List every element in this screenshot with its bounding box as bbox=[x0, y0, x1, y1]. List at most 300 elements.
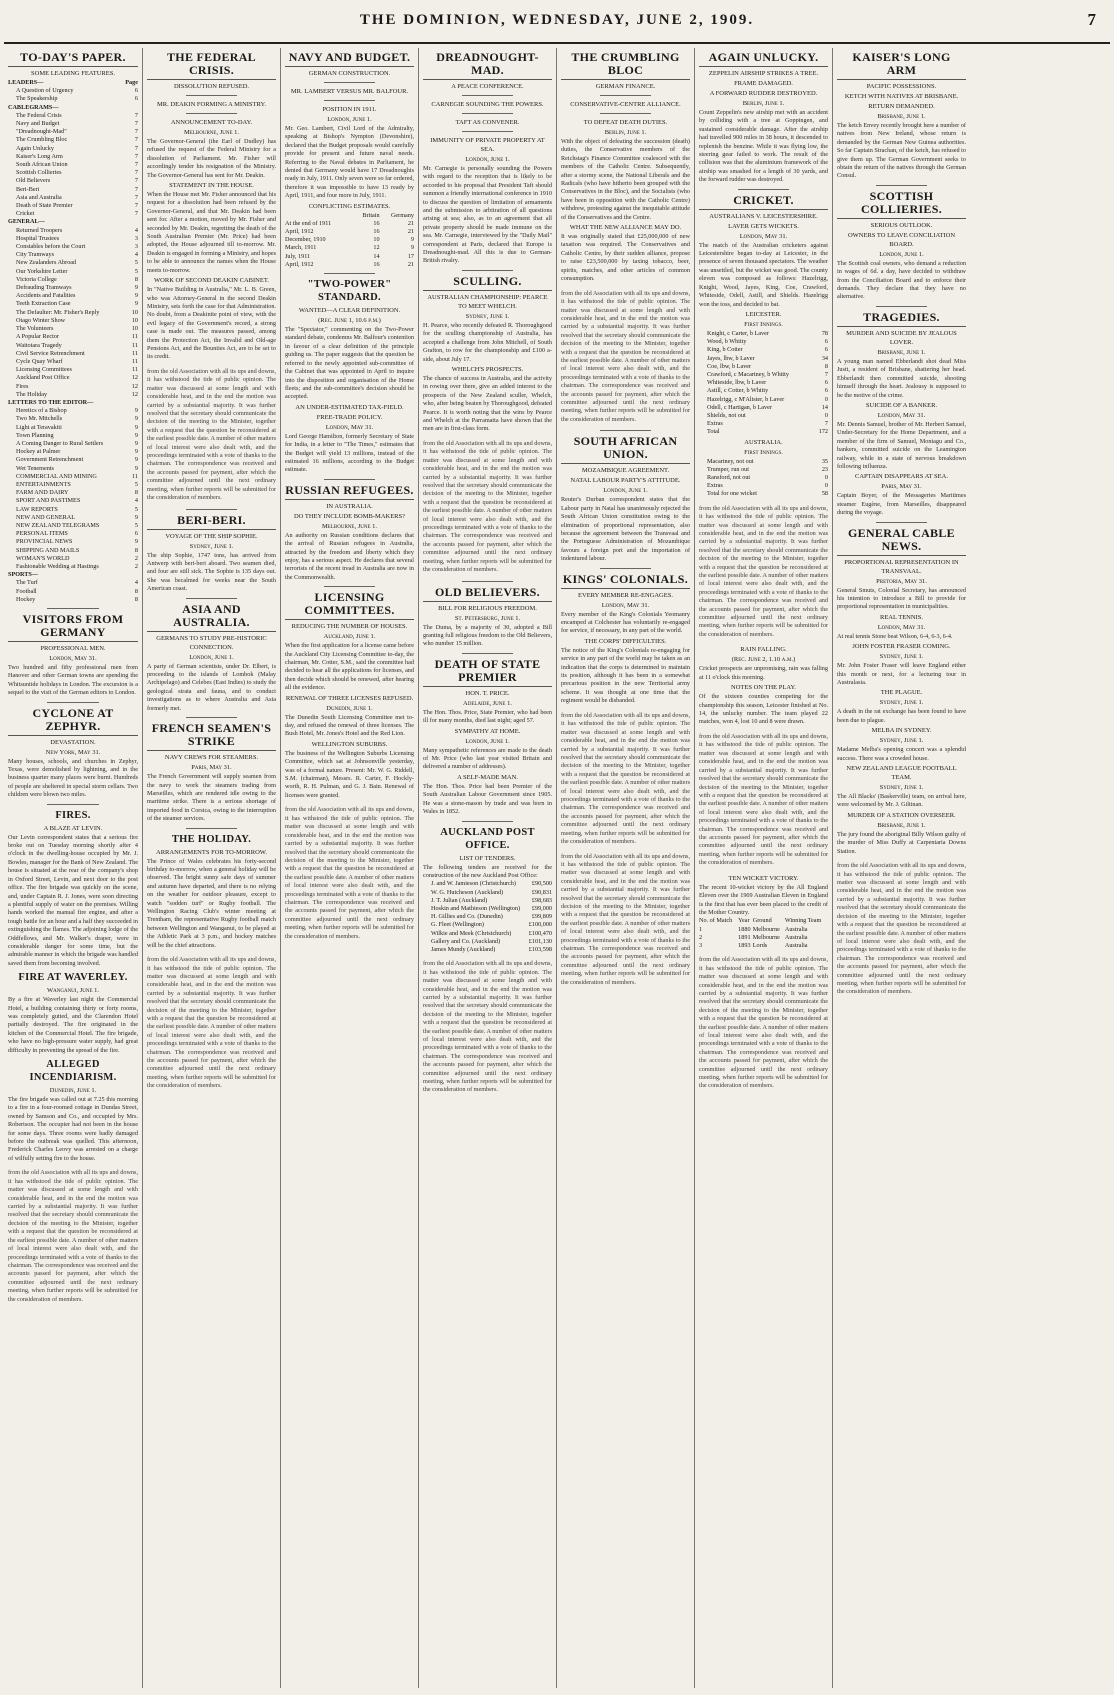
sculling-sub: AUSTRALIAN CHAMPIONSHIP: PEARCE TO MEET WHELCH. bbox=[427, 293, 548, 310]
estimates-heading: CONFLICTING ESTIMATES. bbox=[308, 202, 391, 210]
separator bbox=[462, 95, 514, 96]
todays-paper-sub: SOME LEADING FEATURES. bbox=[31, 70, 115, 77]
list-label: Astill, c Cotter, b Whitty bbox=[707, 387, 769, 395]
list-row bbox=[8, 538, 138, 546]
table-cell: No. of Match bbox=[699, 917, 733, 925]
list-value: 172 bbox=[818, 428, 828, 436]
separator bbox=[462, 653, 514, 654]
table-cell bbox=[285, 212, 354, 220]
table-cell: 14 bbox=[373, 252, 380, 260]
fraser-body: Mr. John Foster Fraser will leave England either this month or next, for a lecturing tour in Australasia. bbox=[837, 662, 966, 686]
list-value: 6 bbox=[824, 379, 828, 387]
federal-sub-1: DISSOLUTION REFUSED. bbox=[173, 83, 250, 90]
list-value: 12 bbox=[131, 382, 138, 390]
list-label: Cricket bbox=[16, 210, 35, 218]
leicester-heading: LEICESTER. bbox=[745, 310, 782, 318]
list-label: Old Believers bbox=[16, 177, 51, 185]
selfmade-heading: A SELF-MADE MAN. bbox=[457, 773, 518, 781]
list-value: 8 bbox=[134, 546, 138, 554]
list-row bbox=[699, 379, 828, 387]
list-row bbox=[8, 506, 138, 514]
league-dateline: Sydney, June 1. bbox=[879, 784, 924, 792]
list-value: 9 bbox=[134, 423, 138, 431]
list-row bbox=[699, 466, 828, 474]
list-value: 11 bbox=[132, 341, 138, 349]
contents-cablegrams bbox=[8, 104, 138, 219]
list-value: 9 bbox=[134, 439, 138, 447]
column-3 bbox=[280, 48, 418, 1688]
venues-table bbox=[699, 917, 828, 950]
separator bbox=[876, 306, 928, 307]
list-label: Football bbox=[16, 587, 37, 595]
visitors-dateline: London, May 31. bbox=[49, 655, 97, 662]
old-believers-heading: OLD BELIEVERS. bbox=[423, 586, 552, 602]
separator bbox=[47, 608, 99, 609]
plague-heading: THE PLAGUE. bbox=[880, 689, 923, 697]
column-1 bbox=[4, 48, 142, 1688]
list-value: 23 bbox=[821, 465, 828, 473]
list-value: 9 bbox=[134, 292, 138, 300]
collieries-body: The Scottish coal owners, who demand a reduction in wages of 6d. a day, have decided to withdraw from the Conciliation Board and to enforce their demands. They declare that they have no alternative. bbox=[837, 259, 966, 301]
table-cell: 1893 bbox=[738, 941, 751, 949]
list-row bbox=[8, 448, 138, 456]
list-label: Trumper, run out bbox=[707, 465, 749, 473]
table-row bbox=[285, 253, 414, 261]
list-value: 11 bbox=[132, 357, 138, 365]
table-row bbox=[285, 236, 414, 244]
list-value: £99,000 bbox=[531, 904, 552, 912]
fires-sub: A BLAZE AT LEVIN. bbox=[43, 824, 103, 832]
prospects-body: The chance of success in Australia, and the activity in rowing over there, give an added interest to the prospects of the New Zealand sculler, Whelch, who, after being beaten by Thoroughgood, defeated Pearce. It is worth noting that the wins by Pearce and Whelch at the Parramatta have shown that the men are in first-class form. bbox=[423, 374, 552, 433]
union-sub-1: MOZAMBIQUE AGREEMENT. bbox=[581, 467, 670, 475]
list-value: 11 bbox=[132, 349, 138, 357]
list-label: Otago Winter Show bbox=[16, 316, 66, 324]
table-cell: Ground bbox=[752, 917, 772, 925]
separator bbox=[186, 95, 238, 96]
list-row bbox=[699, 490, 828, 498]
navy-budget-heading: NAVY AND BUDGET. bbox=[285, 51, 414, 67]
believers-dateline: St. Petersburg, June 1. bbox=[454, 614, 521, 622]
list-label: South African Union bbox=[16, 161, 68, 169]
melba-dateline: Sydney, June 1. bbox=[879, 737, 924, 745]
tennis-body: At real tennis Stone beat Wilson, 6-4, 6-3, 6-4. bbox=[837, 632, 953, 640]
separator bbox=[738, 189, 790, 190]
list-row bbox=[8, 333, 138, 341]
table-cell: Britain bbox=[362, 211, 380, 219]
table-cell: Australia bbox=[784, 941, 808, 949]
list-row bbox=[699, 355, 828, 363]
list-value: 0 bbox=[824, 395, 828, 403]
contents-letters bbox=[8, 399, 138, 473]
list-row bbox=[8, 383, 138, 391]
leicester-sub: First Innings. bbox=[744, 320, 783, 328]
table-cell: 16 bbox=[373, 219, 380, 227]
list-label: Asia and Australia bbox=[16, 193, 62, 201]
list-value: 5 bbox=[134, 480, 138, 488]
list-row bbox=[8, 465, 138, 473]
taxfield-sub: FREE-TRADE POLICY. bbox=[316, 413, 383, 421]
table-cell: April, 1912 bbox=[285, 228, 314, 236]
murder-heading: MURDER OF A STATION OVERSEER. bbox=[847, 811, 956, 819]
licensing-sub: REDUCING THE NUMBER OF HOUSES. bbox=[291, 623, 408, 631]
beri-beri-heading: BERI-BERI. bbox=[147, 514, 276, 530]
list-label: Defrauding Tramways bbox=[16, 284, 72, 292]
list-row bbox=[8, 243, 138, 251]
cyclone-dateline: New York, May 31. bbox=[45, 748, 101, 756]
list-label: Scottish Collieries bbox=[16, 169, 62, 177]
column-5 bbox=[556, 48, 694, 1688]
table-row bbox=[699, 942, 828, 950]
list-row bbox=[8, 432, 138, 440]
two-power-body: The "Spectator," commenting on the Two-Power standard debate, condemns Mr. Balfour's contention in favour of a clear definition of the principle guiding us. The paper suggests that the question be referred to the newly appointed sub-committee of the Cabinet that was appointed in April to inquire into the disposition and organisation of the Home fleets; and the sub-committee's decision should be accepted. bbox=[285, 326, 414, 401]
list-row bbox=[699, 458, 828, 466]
australia-heading: AUSTRALIA. bbox=[744, 438, 783, 446]
list-row bbox=[8, 218, 138, 226]
alliance-heading: WHAT THE NEW ALLIANCE MAY DO. bbox=[569, 224, 682, 232]
renewal-heading: RENEWAL OF THREE LICENSES REFUSED. bbox=[285, 694, 414, 702]
list-row bbox=[8, 177, 138, 185]
table-cell: Germany bbox=[390, 211, 414, 219]
list-label: Auckland Post Office bbox=[16, 374, 70, 382]
table-cell: 1891 bbox=[738, 933, 751, 941]
list-row bbox=[699, 482, 828, 490]
table-row bbox=[285, 220, 414, 228]
waverley-heading: FIRE AT WAVERLEY. bbox=[18, 972, 128, 984]
list-row bbox=[8, 399, 138, 407]
list-row bbox=[8, 268, 138, 276]
dreadnought-body: Mr. Carnegie is personally sounding the Powers with regard to the reception that is likely to be accorded to his proposal that President Taft should summon a friendly international conference in 1910 to discuss the question of limitation of armaments and the submission to arbitration of all questions arising at sea; also, as to an agreement that all private property should be made immune on the sea. Mr. Carnegie, interviewed by the "Daily Mail" correspondent at Paris, declared that Europe is Dreadnought-mad. All this is due to German-British rivalry. bbox=[423, 165, 552, 265]
separator bbox=[600, 113, 652, 114]
article-text: from the old Association with all its ups and downs, it has withstood the tide of public opinion. The matter was discussed at some length and with considerable heat, and in the end the motion was carried by a substantial majority. It was further resolved that the secretary should communicate the decision of the meeting to the Minister, together with a request that the question be reconsidered at the earliest possible date. A number of other matters of local interest were also dealt with, and the proceedings terminated with a vote of thanks to the chairman. The correspondence was received and the accounts passed for payment, after which the committee adjourned until the next ordinary meeting, when further reports will be submitted for the consideration of members. bbox=[837, 862, 966, 996]
asia-sub: GERMANS TO STUDY PRE-HISTORIC CONNECTION. bbox=[156, 634, 267, 651]
list-row bbox=[8, 251, 138, 259]
unlucky-sub-1: ZEPPELIN AIRSHIP STRIKES A TREE. bbox=[708, 70, 819, 77]
list-row bbox=[8, 186, 138, 194]
federal-dateline: Melbourne, June 1. bbox=[184, 129, 239, 136]
cricket-sub-2: LAVER GETS WICKETS. bbox=[728, 222, 799, 230]
list-row bbox=[423, 897, 552, 905]
notes-heading: NOTES ON THE PLAY. bbox=[731, 684, 796, 692]
unlucky-sub-2: FRAME DAMAGED. bbox=[734, 80, 793, 87]
list-value: 7 bbox=[824, 420, 828, 428]
separator bbox=[600, 95, 652, 96]
list-row bbox=[699, 346, 828, 354]
asia-dateline: London, June 1. bbox=[189, 653, 234, 661]
list-row bbox=[8, 522, 138, 530]
list-label: J. and W. Jamieson (Christchurch) bbox=[431, 880, 516, 888]
list-value: 3 bbox=[134, 234, 138, 242]
two-power-sub: WANTED—A CLEAR DEFINITION. bbox=[298, 307, 401, 315]
corps-heading: THE CORPS' DIFFICULTIES. bbox=[584, 637, 667, 645]
list-label: The Defaulter: Mr. Fisher's Reply bbox=[16, 308, 100, 316]
list-value: 9 bbox=[134, 431, 138, 439]
separator bbox=[324, 82, 376, 83]
list-row bbox=[8, 555, 138, 563]
separator bbox=[462, 581, 514, 582]
article-text: from the old Association with all its ups and downs, it has withstood the tide of public opinion. The matter was discussed at some length and with considerable heat, and in the end the motion was carried by a substantial majority. It was further resolved that the secretary should communicate the decision of the meeting to the Minister, together with a request that the question be reconsidered at the earliest possible date. A number of other matters of local interest were also dealt with, and the proceedings terminated with a vote of thanks to the chairman. The correspondence was received and the accounts passed for payment, after which the committee adjourned until the next ordinary meeting, when further reports will be submitted for the consideration of members. bbox=[561, 289, 690, 423]
kaiser-sub-3: RETURN DEMANDED. bbox=[868, 103, 935, 110]
list-label: Hockey at Palmer bbox=[16, 448, 61, 456]
table-row bbox=[285, 212, 414, 220]
list-value: 12 bbox=[131, 374, 138, 382]
list-row bbox=[8, 473, 138, 481]
kings-colonials-heading: KINGS' COLONIALS. bbox=[561, 573, 690, 589]
cricket-dateline: London, May 31. bbox=[739, 232, 788, 240]
fires-heading: FIRES. bbox=[55, 809, 91, 821]
incendiarism-dateline: Dunedin, June 1. bbox=[49, 1087, 97, 1094]
list-row bbox=[8, 563, 138, 571]
list-label: Total for one wicket bbox=[707, 490, 757, 498]
list-value: 8 bbox=[134, 587, 138, 595]
list-value: 8 bbox=[134, 275, 138, 283]
list-value: 4 bbox=[134, 226, 138, 234]
article-text: from the old Association with all its ups and downs, it has withstood the tide of public opinion. The matter was discussed at some length and with considerable heat, and in the end the motion was carried by a substantial majority. It was further resolved that the secretary should communicate the decision of the meeting to the Minister, together with a request that the question be reconsidered at the earliest possible date. A number of other matters of local interest were also dealt with, and the proceedings terminated with a vote of thanks to the chairman. The correspondence was received and the accounts passed for payment, after which the committee adjourned until the next ordinary meeting, when further reports will be submitted for the consideration of members. bbox=[423, 439, 552, 574]
kaisers-long-arm-heading: KAISER'S LONG ARM bbox=[837, 51, 966, 80]
table-cell: 21 bbox=[407, 260, 414, 268]
list-row bbox=[699, 363, 828, 371]
article-text: from the old Association with all its ups and downs, it has withstood the tide of public opinion. The matter was discussed at some length and with considerable heat, and in the end the motion was carried by a substantial majority. It was further resolved that the secretary should communicate the decision of the meeting to the Minister, together with a request that the question be reconsidered at the earliest possible date. A number of other matters of local interest were also dealt with, and the proceedings terminated with a vote of thanks to the chairman. The correspondence was received and the accounts passed for payment, after which the committee adjourned until the next ordinary meeting, when further reports will be submitted for the consideration of members. bbox=[8, 1169, 138, 1303]
list-label: PERSONAL ITEMS bbox=[16, 530, 68, 538]
federal-body: The Governor-General (the Earl of Dudley) has refused the request of the Federal Ministry for a dissolution of Parliament. Mr. Fisher will accordingly tender his resignation of the Ministry. The Governor-General has sent for Mr. Deakin. bbox=[147, 138, 276, 179]
seamen-body: The French Government will supply seamen from the navy to work the steamers trading from Marseilles, which are rendered idle owing to the maritime strike. There is a serious shortage of imported food in Corsica, owing to the interruption of the steamer services. bbox=[147, 773, 276, 823]
list-label: Death of State Premier bbox=[16, 202, 73, 210]
list-value: 6 bbox=[824, 387, 828, 395]
post-office-body: The following tenders are received for the construction of the new Auckland Post Office: bbox=[423, 863, 552, 879]
list-value: £99,809 bbox=[531, 913, 552, 921]
notes-body: Of the sixteen counties competing for the championship this season, Leicester finished at No. 14, the unlucky number. The team played 22 matches, won 4, lost 10 and 8 were drawn. bbox=[699, 693, 828, 726]
navy-sub-2: MR. LAMBERT VERSUS MR. BALFOUR. bbox=[290, 88, 409, 95]
believers-sub: BILL FOR RELIGIOUS FREEDOM. bbox=[438, 604, 537, 612]
list-value: 34 bbox=[821, 354, 828, 362]
cable-dateline: Pretoria, May 31. bbox=[876, 577, 927, 585]
dreadnought-heading: DREADNOUGHT-MAD. bbox=[423, 51, 552, 80]
cabinet-body: In "Native Building in Australia," Mr. L. B. Green, who was Attorney-General in the second Deakin Ministry, sets forth the case for that Administration. No doubt, from a Deakinite point of view, with the evil legacy of the Government's record, a strong case is made out. The measures passed, among them the Protection Act, the Invalid and Old-age Pensions Act, and the Bounties Act, are to be set to its credit. bbox=[147, 286, 276, 361]
list-value: 7 bbox=[134, 177, 138, 185]
prospects-heading: WHELCH'S PROSPECTS. bbox=[451, 365, 524, 373]
list-row bbox=[8, 424, 138, 432]
list-row bbox=[8, 391, 138, 399]
list-label: Crawford, c Macartney, b Whitty bbox=[707, 370, 789, 378]
union-heading: SOUTH AFRICAN UNION. bbox=[561, 435, 690, 464]
list-label: A Question of Urgency bbox=[16, 87, 74, 95]
list-label: The Speakership bbox=[16, 95, 58, 103]
rain-heading: RAIN FALLING. bbox=[740, 646, 787, 654]
holiday-heading: THE HOLIDAY. bbox=[171, 833, 252, 845]
list-label: Wet Tenements bbox=[16, 464, 54, 472]
list-label: NEW ZEALAND TELEGRAMS bbox=[16, 521, 100, 529]
cable-news-heading: GENERAL CABLE NEWS. bbox=[837, 527, 966, 556]
premier-sub: HON. T. PRICE. bbox=[465, 689, 510, 697]
crumbling-bloc-heading: THE CRUMBLING BLOC bbox=[561, 51, 690, 80]
list-label: Town Planning bbox=[16, 431, 54, 439]
list-label: City Tramways bbox=[16, 251, 54, 259]
list-value: 0 bbox=[824, 482, 828, 490]
column-4 bbox=[418, 48, 556, 1688]
list-value: 10 bbox=[131, 316, 138, 324]
refugees-sub-1: IN AUSTRALIA. bbox=[326, 502, 373, 510]
unlucky-sub-3: A FORWARD RUDDER DESTROYED. bbox=[709, 90, 818, 97]
seamen-sub: NAVY CREWS FOR STEAMERS. bbox=[164, 754, 259, 762]
table-cell: March, 1911 bbox=[285, 244, 317, 252]
captain-heading: CAPTAIN DISAPPEARS AT SEA. bbox=[855, 473, 948, 481]
list-row bbox=[699, 474, 828, 482]
list-label: Heretics of a Bishop bbox=[16, 407, 67, 415]
list-label: The Federal Crisis bbox=[16, 111, 62, 119]
table-cell: Australia bbox=[784, 933, 808, 941]
list-label: Cycle Quay Wharf bbox=[16, 357, 63, 365]
list-row bbox=[423, 905, 552, 913]
list-label: WOMAN'S WORLD bbox=[16, 554, 70, 562]
list-row bbox=[8, 276, 138, 284]
contents-general bbox=[8, 218, 138, 398]
sculling-dateline: Sydney, June 1. bbox=[465, 312, 510, 320]
list-row bbox=[8, 514, 138, 522]
list-label: Macartney, not out bbox=[707, 457, 754, 465]
renewal-dateline: Dunedin, June 1. bbox=[326, 704, 373, 712]
separator bbox=[876, 522, 928, 523]
list-row bbox=[8, 596, 138, 604]
cable-sub: PROPORTIONAL REPRESENTATION IN TRANSVAAL. bbox=[844, 558, 959, 575]
list-value: 9 bbox=[134, 415, 138, 423]
list-row bbox=[8, 95, 138, 103]
separator bbox=[462, 113, 514, 114]
list-label: James Mundy (Auckland) bbox=[431, 945, 496, 953]
separator bbox=[462, 131, 514, 132]
two-power-dateline: (Rec. June 1, 10.6 p.m.) bbox=[318, 317, 381, 325]
separator bbox=[186, 113, 238, 114]
list-value: £100,000 bbox=[528, 921, 552, 929]
table-row bbox=[285, 244, 414, 252]
rain-dateline: (Rec. June 2, 1.10 a.m.) bbox=[731, 656, 796, 664]
kaiser-sub-2: KETCH WITH NATIVES AT BRISBANE. bbox=[844, 93, 959, 100]
list-row bbox=[423, 889, 552, 897]
tenders-list bbox=[423, 880, 552, 954]
taxfield-heading: AN UNDER-ESTIMATED TAX-FIELD. bbox=[295, 403, 404, 411]
list-row bbox=[8, 104, 138, 112]
list-label: Hoskin and Mathieson (Wellington) bbox=[431, 904, 521, 912]
list-value: £100,470 bbox=[528, 929, 552, 937]
bloc-body: With the object of defeating the succession (death) duties, the Conservative members of the Reichstag's Finance Committee coalesced with the members of the Catholic Centre. Subsequently, after a stormy scene, the National Liberals and the Radicals (who have hitherto been grouped with the Conservatives in the Bloc), and the Socialists (who have been in opposition with the Catholic Centre) withdrew, protesting against the inequitable attitude of the Conservatives and the Centre. bbox=[561, 138, 690, 221]
list-label: A Popular Rector bbox=[16, 333, 59, 341]
list-value: 11 bbox=[132, 472, 138, 480]
separator bbox=[324, 586, 376, 587]
murder-dateline: Brisbane, June 1. bbox=[877, 821, 926, 829]
cabinet-heading: WORK OF SECOND DEAKIN CABINET. bbox=[154, 277, 269, 285]
cyclone-heading: CYCLONE AT ZEPHYR. bbox=[8, 707, 138, 736]
list-label: Civil Service Retrenchment bbox=[16, 349, 85, 357]
list-value: 11 bbox=[132, 333, 138, 341]
list-label: Jayes, lbw, b Laver bbox=[707, 354, 755, 362]
list-row bbox=[8, 342, 138, 350]
cyclone-sub: DEVASTATION. bbox=[50, 738, 96, 746]
separator bbox=[324, 479, 376, 480]
beri-beri-dateline: Sydney, June 1. bbox=[189, 542, 234, 550]
list-label: Victoria College bbox=[16, 275, 57, 283]
list-value: 9 bbox=[134, 407, 138, 415]
list-row bbox=[8, 358, 138, 366]
separator bbox=[186, 509, 238, 510]
list-value: 78 bbox=[821, 329, 828, 337]
list-row bbox=[8, 530, 138, 538]
list-value: 9 bbox=[134, 448, 138, 456]
table-cell: 16 bbox=[373, 260, 380, 268]
fires-body: Our Levin correspondent states that a serious fire broke out on Tuesday morning shortly after 4 o'clock in the dwelling-house occupied by Mr. J. Bowles, manager for the Bank of New Zealand. The house is situated at the rear of the company's shop in Oxford Street, Levin, and next door to the post office. The fire brigade was quickly on the scene, and, under Captain R. J. Jones, were soon directing a plentiful supply of water on the premises. Willing hands worked the manual fire engine, and after a tough battle for an hour and a half they succeeded in extinguishing the flames. The adjoining lodge of the Oddfellows, and Mr. Walker's draper, were in considerable danger for some time, but the admirable manner in which the brigade was handled saved them from becoming involved. bbox=[8, 833, 138, 967]
tragedies-body: A young man named Ebberlandt shot dead Miss Justt, a resident of Brisbane, shattering her head. Ebberlandt then committed suicide, shooting himself through the heart. Jealousy is supposed to be the motive of the crime. bbox=[837, 357, 966, 399]
list-row bbox=[423, 913, 552, 921]
dreadnought-dateline: London, June 1. bbox=[465, 156, 510, 163]
list-value: £103,598 bbox=[528, 945, 552, 953]
australia-sub: First Innings. bbox=[744, 448, 783, 456]
captain-body: Captain Boyer, of the Messageries Maritimes steamer Eugène, from Marseilles, disappeared during the voyage. bbox=[837, 492, 966, 517]
tennis-dateline: London, May 31. bbox=[877, 623, 926, 631]
list-row bbox=[423, 946, 552, 954]
ten-wicket-body: The recent 10-wicket victory by the All England Eleven over the 1909 Australian Eleven in England is the first that has ever been placed to the credit of the Mother Country. bbox=[699, 883, 828, 916]
column-6 bbox=[694, 48, 832, 1688]
refugees-body: An authority on Russian conditions declares that the arrival of Russian refugees in Australia, attracted by the freedom and liberty which they enjoy, has a serious aspect. He declares that several terrorists of the recent tread in Australia are now in the Commonwealth. bbox=[285, 531, 414, 581]
list-row bbox=[423, 930, 552, 938]
list-label: ENTERTAINMENTS bbox=[16, 480, 71, 488]
rain-body: Cricket prospects are unpromising, rain was falling at 11 o'clock this morning. bbox=[699, 665, 828, 681]
list-value: 7 bbox=[134, 202, 138, 210]
sympathy-heading: SYMPATHY AT HOME. bbox=[454, 727, 521, 735]
list-value: 6 bbox=[824, 346, 828, 354]
list-row bbox=[8, 210, 138, 218]
murder-body: The jury found the aboriginal Billy Wilson guilty of the murder of Miss Duffy at Carpentaria Downs Station. bbox=[837, 830, 966, 855]
list-label: Extras bbox=[707, 482, 723, 490]
list-label: Gallery and Co. (Auckland) bbox=[431, 937, 501, 945]
separator bbox=[324, 273, 376, 274]
list-value: 9 bbox=[134, 300, 138, 308]
article-text: from the old Association with all its ups and downs, it has withstood the tide of public opinion. The matter was discussed at some length and with considerable heat, and in the end the motion was carried by a substantial majority. It was further resolved that the secretary should communicate the decision of the meeting to the Minister, together with a request that the question be reconsidered at the earliest possible date. A number of other matters of local interest were also dealt with, and the proceedings terminated with a vote of thanks to the chairman. The correspondence was received and the accounts passed for payment, after which the committee adjourned until the next ordinary meeting, when further reports will be submitted for the consideration of members. bbox=[699, 504, 828, 638]
list-value: 6 bbox=[134, 95, 138, 103]
list-label: CABLEGRAMS— bbox=[8, 103, 59, 111]
suburbs-body: The business of the Wellington Suburbs Licensing Committee, which sat at Johnsonville yesterday, was of a formal nature. Present: Mr. W. G. Riddell, S.M. (chairman), Messrs. R. Carter, F. Hockly-worth, R. H. Pulman, and G. J. Bain. Renewal of licenses were granted. bbox=[285, 749, 414, 799]
list-value: 8 bbox=[134, 595, 138, 603]
list-value: 9 bbox=[134, 538, 138, 546]
table-cell: 9 bbox=[410, 244, 414, 252]
list-row bbox=[699, 420, 828, 428]
premier-body: The Hon. Thos. Price, State Premier, who had been ill for many months, died last night; aged 57. bbox=[423, 708, 552, 725]
list-value: 0 bbox=[824, 411, 828, 419]
list-row bbox=[8, 415, 138, 423]
sculling-heading: SCULLING. bbox=[423, 275, 552, 291]
table-cell: April, 1912 bbox=[285, 260, 314, 268]
refugees-heading: RUSSIAN REFUGEES. bbox=[285, 484, 414, 500]
federal-sub-2: MR. DEAKIN FORMING A MINISTRY. bbox=[157, 101, 266, 108]
list-label: Teeth Extraction Case bbox=[16, 300, 71, 308]
navy-sub-1: GERMAN CONSTRUCTION. bbox=[308, 70, 391, 77]
list-label: H. Gillies and Co. (Dunedin) bbox=[431, 913, 503, 921]
list-label: Licensing Committees bbox=[16, 366, 72, 374]
list-value: 9 bbox=[134, 284, 138, 292]
taxfield-body: Lord George Hamilton, formerly Secretary of State for India, in a letter to "The Times," estimates that the Budget will yield 13 millions, instead of the estimated 16 millions, according to the Budget estimate. bbox=[285, 432, 414, 474]
statement-body: When the House met Mr. Fisher announced that his request for a dissolution had been refused by the Governor-General, and that Mr. Deakin had been sent for. After a motion, moved by Mr. Fisher and seconded by Mr. Deakin, regretting the death of the South Australian Premier (Mr. Price) had been adopted, the House adjourned till to-morrow. Mr. Deakin is engaged in forming a Ministry, and hopes to be able to announce the names when the House meets to-morrow. bbox=[147, 191, 276, 274]
collieries-dateline: London, June 1. bbox=[879, 250, 924, 258]
kings-sub: EVERY MEMBER RE-ENGAGES. bbox=[578, 591, 673, 599]
navy-dateline: London, June 1. bbox=[327, 116, 372, 123]
unlucky-dateline: Berlin, June 1. bbox=[742, 100, 785, 107]
table-cell: At the end of 1911 bbox=[285, 219, 332, 227]
list-row bbox=[8, 259, 138, 267]
list-label: GENERAL— bbox=[8, 218, 45, 226]
list-label: The Holiday bbox=[16, 390, 48, 398]
list-row bbox=[699, 412, 828, 420]
list-row bbox=[8, 456, 138, 464]
league-body: The All Blacks' (Baskerville) team, on arrival here, were welcomed by Mr. J. Giltinan. bbox=[837, 793, 966, 809]
list-row bbox=[8, 489, 138, 497]
bloc-dateline: Berlin, June 1. bbox=[604, 129, 647, 136]
table-cell: Winning Team bbox=[784, 917, 822, 925]
